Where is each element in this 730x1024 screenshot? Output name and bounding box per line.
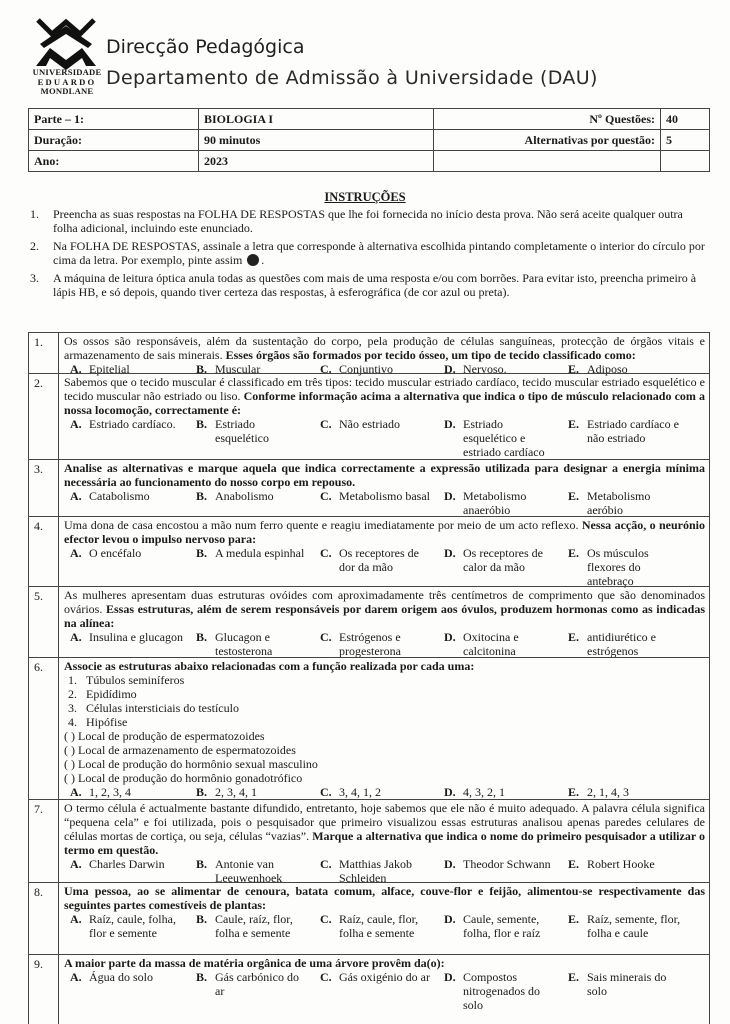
instructions-title: INSTRUÇÕES: [324, 190, 406, 204]
option-text: Os receptores de dor da mão: [339, 546, 419, 574]
structure-label: Hipófise: [86, 715, 128, 729]
option-letter: E.: [568, 417, 580, 431]
option-letter: D.: [444, 362, 456, 376]
instructions-list: [30, 207, 710, 303]
option-letter: D.: [444, 546, 456, 560]
option-letter: B.: [196, 362, 208, 376]
option-text: Estriado cardíaco e não estriado: [587, 417, 679, 445]
option-text: Catabolismo: [89, 489, 150, 503]
question-number: 9.: [29, 955, 59, 1024]
answer-options: [64, 970, 705, 1012]
instruction-item: [30, 239, 710, 267]
option-text: Raíz, semente, flor, folha e caule: [587, 912, 681, 940]
questions-label: Nº Questões:: [434, 109, 661, 130]
option-letter: D.: [444, 912, 456, 926]
instruction-text-part: .: [261, 253, 265, 267]
question-number: 4.: [29, 517, 59, 586]
option-text: O encéfalo: [89, 546, 142, 560]
empty-cell: [434, 151, 661, 172]
question-text: [64, 375, 705, 417]
answer-options: [64, 489, 705, 517]
answer-option: [438, 417, 562, 459]
alternatives-value: 5: [661, 130, 710, 151]
question-text: [64, 659, 705, 673]
answer-option: [438, 546, 562, 588]
instruction-number: 1.: [30, 207, 39, 221]
question-block: [28, 373, 710, 459]
answer-option: [562, 912, 692, 940]
instruction-item: [30, 271, 710, 299]
option-letter: A.: [70, 857, 82, 871]
question-block: [28, 332, 710, 376]
match-item: ( ) Local de produção do hormônio gonadotrófico: [64, 771, 303, 785]
answer-option: [562, 546, 692, 588]
option-text: Água do solo: [89, 970, 153, 984]
match-item: ( ) Local de produção de espermatozoides: [64, 729, 265, 743]
option-letter: B.: [196, 630, 208, 644]
question-prompt: A maior parte da massa de matéria orgânica de uma árvore provêm da(o):: [64, 956, 445, 970]
answer-option: [190, 912, 314, 940]
structure-number: 2.: [68, 687, 77, 701]
option-letter: E.: [568, 912, 580, 926]
option-text: Estrógenos e progesterona: [339, 630, 401, 658]
structure-item: [64, 673, 705, 687]
option-letter: D.: [444, 857, 456, 871]
option-letter: A.: [70, 362, 82, 376]
instruction-text-part: Na FOLHA DE RESPOSTAS, assinale a letra que corresponde à alternativa escolhida pintando completamente o interior do círculo por cima da letra. Por exemplo, pinte assim: [53, 239, 705, 267]
option-text: Raíz, caule, folha, flor e semente: [89, 912, 176, 940]
instruction-item: [30, 207, 710, 235]
question-prompt: Essas estruturas, além de serem responsáveis por darem origem aos óvulos, produzem hormonas como as indicadas na alínea:: [64, 602, 705, 630]
question-body: [59, 333, 709, 376]
question-number: 6.: [29, 658, 59, 799]
structure-number: 1.: [68, 673, 77, 687]
option-text: 3, 4, 1, 2: [339, 785, 381, 799]
questions-value: 40: [661, 109, 710, 130]
instruction-number: 2.: [30, 239, 39, 253]
option-letter: E.: [568, 857, 580, 871]
answer-option: [314, 912, 438, 940]
structure-item: [64, 701, 705, 715]
alternatives-label: Alternativas por questão:: [434, 130, 661, 151]
option-letter: E.: [568, 785, 580, 799]
option-text: A medula espinhal: [215, 546, 305, 560]
question-block: [28, 516, 710, 586]
option-text: Antonie van Leeuwenhoek: [215, 857, 283, 885]
option-letter: C.: [320, 546, 332, 560]
university-name-line: EDUARDO: [37, 76, 97, 87]
option-letter: A.: [70, 489, 82, 503]
option-text: 2, 1, 4, 3: [587, 785, 629, 799]
option-letter: A.: [70, 417, 82, 431]
question-text: [64, 461, 705, 489]
answer-option: [64, 489, 190, 517]
answer-option: [314, 417, 438, 459]
structure-label: Epidídimo: [86, 687, 137, 701]
question-number: 8.: [29, 883, 59, 954]
option-text: Glucagon e testosterona: [215, 630, 273, 658]
question-body: [59, 460, 709, 517]
answer-option: [438, 857, 562, 885]
option-text: Estriado cardíaco.: [89, 417, 176, 431]
option-text: Oxitocina e calcitonina: [463, 630, 519, 658]
answer-option: [64, 546, 190, 588]
question-text: [64, 956, 705, 970]
question-body: [59, 800, 709, 885]
question-block: [28, 882, 710, 954]
option-letter: C.: [320, 785, 332, 799]
option-letter: B.: [196, 417, 208, 431]
answer-option: [190, 857, 314, 885]
answer-option: [562, 630, 692, 658]
option-letter: C.: [320, 417, 332, 431]
question-stem: O termo célula é actualmente bastante difundido, entretanto, hoje sabemos que ele não é muito adequado. A palavra célula significa “pequena cela” e foi utilizada, pois o pesquisador que primeiro visualizou essas estruturas analisou apenas paredes celulares de células mortas de cortiça, ou seja, células “vazias”.: [64, 801, 705, 843]
year-value: 2023: [199, 151, 434, 172]
question-body: [59, 374, 709, 459]
option-text: Charles Darwin: [89, 857, 165, 871]
option-text: Estriado esquelético: [215, 417, 269, 445]
answer-options: [64, 417, 705, 459]
question-number: 2.: [29, 374, 59, 459]
question-body: [59, 955, 709, 1012]
option-letter: D.: [444, 417, 456, 431]
structure-list: [64, 673, 705, 785]
answer-option: [190, 785, 314, 799]
structure-item: [64, 687, 705, 701]
option-text: Compostos nitrogenados do solo: [463, 970, 540, 1012]
option-letter: D.: [444, 970, 456, 984]
answer-options: [64, 912, 705, 940]
answer-option: [64, 417, 190, 459]
question-text: [64, 801, 705, 857]
filled-circle-icon: [247, 254, 259, 266]
duration-label: Duração:: [29, 130, 199, 151]
answer-option: [438, 912, 562, 940]
question-text: [64, 588, 705, 630]
option-letter: A.: [70, 970, 82, 984]
question-stem: As mulheres apresentam duas estruturas ovóides com aproximadamente três centímetros de comprimento que são denominados ovários.: [64, 588, 705, 616]
question-block: [28, 657, 710, 799]
option-letter: B.: [196, 970, 208, 984]
structure-label: Túbulos seminíferos: [86, 673, 185, 687]
match-item: ( ) Local de armazenamento de espermatozoides: [64, 743, 296, 757]
answer-option: [438, 970, 562, 1012]
option-letter: A.: [70, 785, 82, 799]
answer-option: [438, 489, 562, 517]
answer-option: [438, 630, 562, 658]
option-letter: B.: [196, 489, 208, 503]
answer-option: [190, 417, 314, 459]
option-letter: A.: [70, 546, 82, 560]
structure-label: Células intersticiais do testículo: [86, 701, 239, 715]
question-stem: Os ossos são responsáveis, além da sustentação do corpo, pela produção de células sanguíneas, protecção de órgãos vitais e armazenamento de sais minerais.: [64, 334, 705, 362]
option-text: Muscular: [215, 362, 261, 376]
option-text: Metabolismo anaeróbio: [463, 489, 527, 517]
option-letter: B.: [196, 785, 208, 799]
option-text: Matthias Jakob Schleiden: [339, 857, 412, 885]
question-body: [59, 883, 709, 940]
option-letter: E.: [568, 362, 580, 376]
exam-header-table: [28, 108, 710, 172]
question-text: [64, 518, 705, 546]
question-prompt: Associe as estruturas abaixo relacionadas com a função realizada por cada uma:: [64, 659, 475, 673]
option-letter: C.: [320, 912, 332, 926]
option-text: Os músculos flexores do antebraço: [587, 546, 649, 588]
question-number: 7.: [29, 800, 59, 882]
answer-option: [64, 970, 190, 1012]
empty-cell: [661, 151, 710, 172]
instruction-number: 3.: [30, 271, 39, 285]
option-letter: B.: [196, 546, 208, 560]
answer-option: [64, 912, 190, 940]
option-letter: D.: [444, 489, 456, 503]
year-label: Ano:: [29, 151, 199, 172]
answer-option: [190, 970, 314, 1012]
answer-options: [64, 630, 705, 658]
option-letter: C.: [320, 362, 332, 376]
option-text: 2, 3, 4, 1: [215, 785, 257, 799]
answer-option: [64, 857, 190, 885]
option-letter: E.: [568, 546, 580, 560]
option-letter: B.: [196, 912, 208, 926]
option-letter: C.: [320, 489, 332, 503]
question-block: [28, 459, 710, 516]
answer-option: [562, 970, 692, 1012]
structure-item: [64, 715, 705, 729]
option-letter: A.: [70, 912, 82, 926]
answer-option: [190, 489, 314, 517]
question-block: [28, 799, 710, 885]
question-number: 5.: [29, 587, 59, 657]
directorate-title: Direcção Pedagógica: [106, 36, 305, 58]
answer-option: [438, 785, 562, 799]
option-text: Metabolismo basal: [339, 489, 430, 503]
option-letter: C.: [320, 630, 332, 644]
option-letter: C.: [320, 970, 332, 984]
option-letter: E.: [568, 489, 580, 503]
answer-option: [64, 785, 190, 799]
option-text: Robert Hooke: [587, 857, 655, 871]
answer-option: [562, 857, 692, 885]
question-prompt: Nessa acção, o neurónio efector levou o impulso nervoso para:: [64, 518, 705, 546]
university-name-line: MONDLANE: [40, 86, 94, 96]
question-stem: Sabemos que o tecido muscular é classificado em três tipos: tecido muscular estriado cardíaco, tecido muscular estriado esquelético e tecido muscular não estriado ou liso.: [64, 375, 705, 403]
option-letter: D.: [444, 785, 456, 799]
option-text: Anabolismo: [215, 489, 274, 503]
structure-number: 4.: [68, 715, 77, 729]
option-letter: B.: [196, 857, 208, 871]
question-body: [59, 587, 709, 658]
answer-option: [314, 630, 438, 658]
question-stem: Uma dona de casa encostou a mão num ferro quente e reagiu imediatamente por meio de um acto reflexo.: [64, 518, 579, 532]
option-text: Conjuntivo: [339, 362, 394, 376]
option-letter: D.: [444, 630, 456, 644]
part-label: Parte – 1:: [29, 109, 199, 130]
option-text: Estriado esquelético e estriado cardíaco: [463, 417, 545, 459]
option-text: Não estriado: [339, 417, 400, 431]
question-body: [59, 658, 709, 799]
option-letter: C.: [320, 857, 332, 871]
option-text: Epitelial: [89, 362, 130, 376]
subject-value: BIOLOGIA I: [199, 109, 434, 130]
duration-value: 90 minutos: [199, 130, 434, 151]
answer-option: [562, 785, 692, 799]
question-prompt: Marque a alternativa que indica o nome do primeiro pesquisador a utilizar o termo em questão.: [64, 829, 706, 857]
instruction-text: [53, 239, 710, 267]
answer-option: [314, 489, 438, 517]
answer-option: [314, 857, 438, 885]
answer-option: [562, 489, 692, 517]
option-text: Insulina e glucagon: [89, 630, 183, 644]
option-text: Raíz, caule, flor, folha e semente: [339, 912, 419, 940]
option-text: 4, 3, 2, 1: [463, 785, 505, 799]
question-number: 1.: [29, 333, 59, 373]
answer-option: [314, 970, 438, 1012]
answer-options: [64, 857, 705, 885]
option-letter: E.: [568, 630, 580, 644]
department-title: Departamento de Admissão à Universidade (DAU): [106, 67, 598, 89]
option-text: 1, 2, 3, 4: [89, 785, 131, 799]
answer-option: [64, 630, 190, 658]
answer-option: [190, 546, 314, 588]
question-prompt: Conforme informação acima a alternativa que indica o tipo de músculo relacionado com a nossa locomoção, correctamente é:: [64, 389, 706, 417]
structure-number: 3.: [68, 701, 77, 715]
option-letter: A.: [70, 630, 82, 644]
option-text: Gás oxigénio do ar: [339, 970, 430, 984]
option-text: Os receptores de calor da mão: [463, 546, 543, 574]
question-text: [64, 884, 705, 912]
match-item: ( ) Local de produção do hormônio sexual masculino: [64, 757, 318, 771]
option-text: Sais minerais do solo: [587, 970, 667, 998]
option-text: Adiposo: [587, 362, 628, 376]
question-text: [64, 334, 705, 362]
answer-option: [314, 546, 438, 588]
option-text: Caule, semente, folha, flor e raíz: [463, 912, 541, 940]
option-letter: E.: [568, 970, 580, 984]
question-prompt: Uma pessoa, ao se alimentar de cenoura, batata comum, alface, couve-flor e feijão, alimentou-se respectivamente das seguintes partes comestíveis de plantas:: [64, 884, 705, 912]
question-block: [28, 954, 710, 1024]
question-number: 3.: [29, 460, 59, 516]
question-prompt: Analise as alternativas e marque aquela que indica correctamente a expressão utilizada para designar a energia mínima necessária ao funcionamento do nosso corpo em repouso.: [64, 461, 705, 489]
option-text: Theodor Schwann: [463, 857, 551, 871]
university-name: [30, 68, 104, 97]
answer-option: [190, 630, 314, 658]
answer-option: [562, 417, 692, 459]
option-text: Nervoso.: [463, 362, 507, 376]
option-text: Gás carbónico do ar: [215, 970, 299, 998]
option-text: Metabolismo aeróbio: [587, 489, 651, 517]
answer-option: [314, 785, 438, 799]
instruction-text: Preencha as suas respostas na FOLHA DE RESPOSTAS que lhe foi fornecida no início desta prova. Não será aceite qualquer outra folha adicional, incluindo este enunciado.: [53, 207, 683, 235]
question-block: [28, 586, 710, 657]
question-body: [59, 517, 709, 588]
answer-options: [64, 546, 705, 588]
answer-options: [64, 785, 705, 799]
option-text: Caule, raíz, flor, folha e semente: [215, 912, 293, 940]
question-prompt: Esses órgãos são formados por tecido ósseo, um tipo de tecido classificado como:: [225, 348, 636, 362]
option-text: antidiurético e estrógenos: [587, 630, 656, 658]
instruction-text: A máquina de leitura óptica anula todas as questões com mais de uma resposta e/ou com borrões. Para evitar isto, preencha primeiro à lápis HB, e só depois, quando tiver certeza das respostas, à esferográfica (de cor azul ou preta).: [53, 271, 697, 299]
university-name-line: UNIVERSIDADE: [32, 67, 102, 77]
